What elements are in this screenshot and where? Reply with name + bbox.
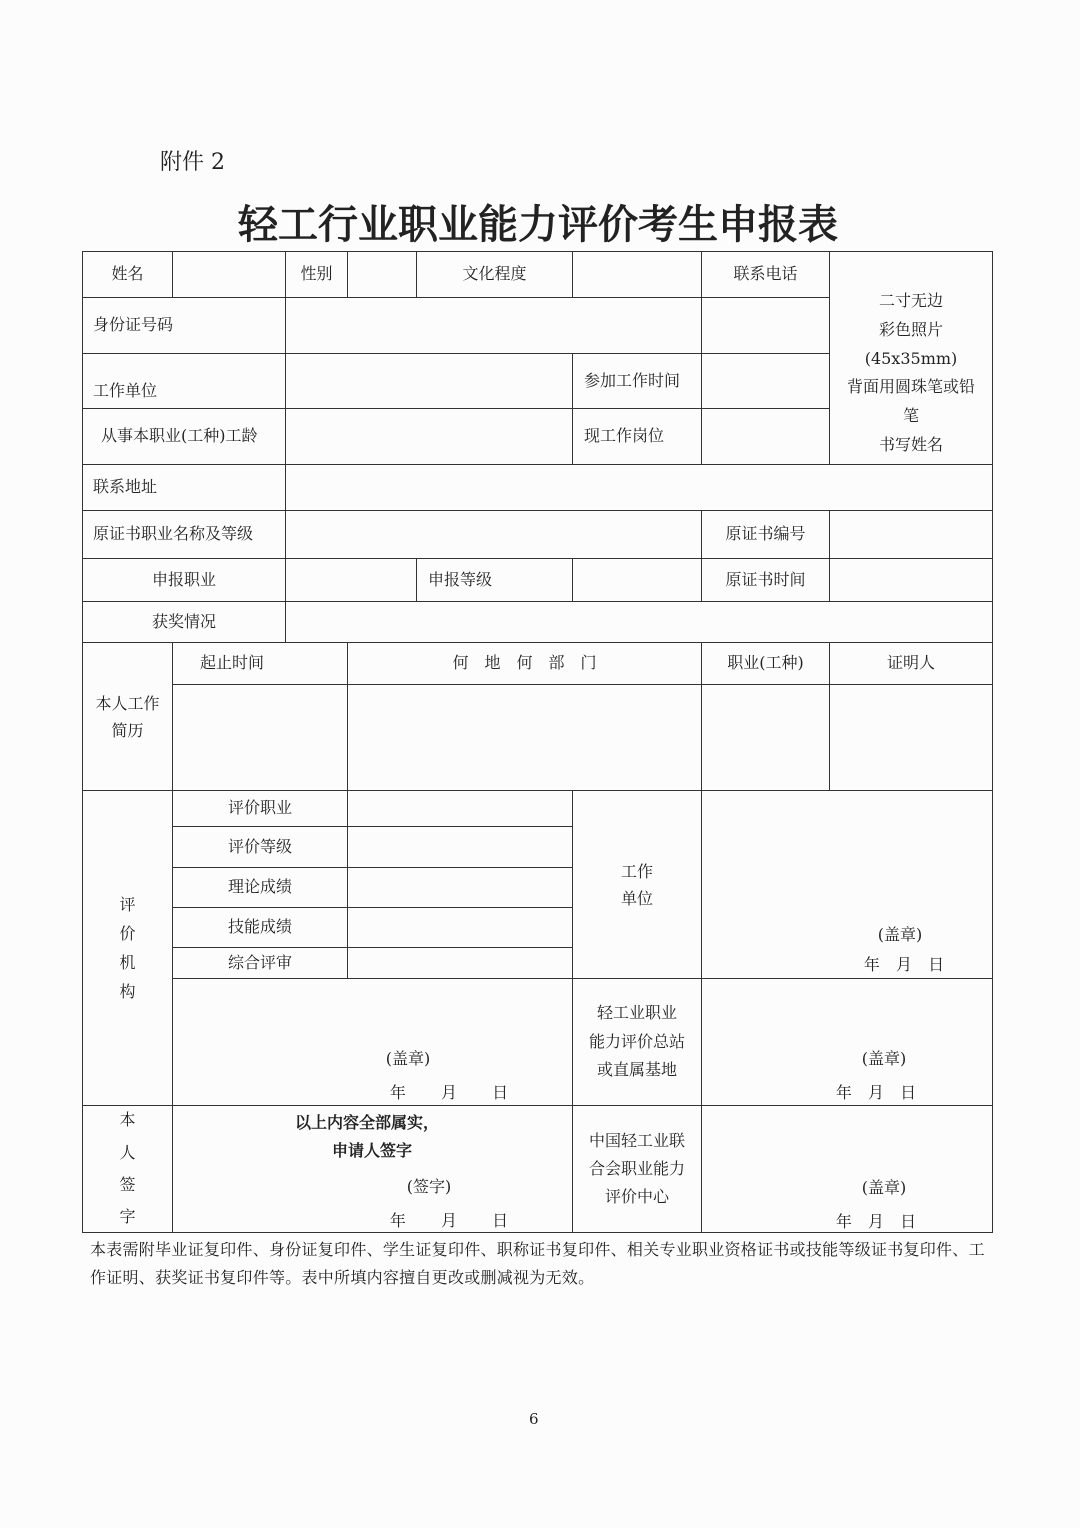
evaluation-station-seal-cell — [702, 979, 993, 1106]
declaration-cell — [173, 1106, 573, 1233]
photo-line: (45x35mm) — [864, 348, 958, 368]
evaluation-work-unit-text: 工作单位 — [621, 861, 654, 908]
application-form-table — [82, 251, 993, 1233]
original-certificate-time-label: 原证书时间 — [702, 559, 830, 602]
apply-level-value-cell — [573, 559, 702, 602]
evaluation-station-label — [573, 979, 702, 1106]
date-text: 年 月 日 — [389, 1082, 509, 1102]
skill-score-label: 技能成绩 — [173, 908, 348, 948]
skill-score-value-cell — [348, 908, 573, 948]
evaluation-organization-label — [83, 791, 173, 1106]
declaration-line: 以上内容全部属实， — [294, 1112, 440, 1132]
evaluation-organization-seal-cell — [173, 979, 573, 1106]
page-title: 轻工行业职业能力评价考生申报表 — [238, 201, 838, 248]
period-cell — [173, 685, 348, 791]
original-certificate-value-cell — [286, 511, 702, 559]
name-value-cell — [173, 252, 286, 298]
id-number-value-cell — [286, 298, 702, 354]
station-line: 轻工业职业 — [596, 1003, 677, 1023]
evaluation-level-value-cell — [348, 827, 573, 868]
period-header: 起止时间 — [173, 643, 348, 685]
self-signature-label — [83, 1106, 173, 1233]
education-label: 文化程度 — [417, 252, 573, 298]
evaluation-occupation-label: 评价职业 — [173, 791, 348, 827]
attachment-label: 附件 2 — [160, 150, 225, 175]
seal-text: (盖章) — [861, 1177, 907, 1197]
footnote: 本表需附毕业证复印件、身份证复印件、学生证复印件、职称证书复印件、相关专业职业资格证书或技能等级证书复印件、工作证明、获奖证书复印件等。表中所填内容擅自更改或删减视为无效。 — [90, 1240, 985, 1287]
evaluation-work-unit-label — [573, 791, 702, 979]
apply-occupation-value-cell — [286, 559, 417, 602]
start-work-time-value-cell — [702, 354, 830, 409]
seal-text: (盖章) — [385, 1048, 431, 1068]
evaluation-occupation-value-cell — [348, 791, 573, 827]
address-label: 联系地址 — [83, 465, 286, 511]
occupation-cell — [702, 685, 830, 791]
station-line: 或直属基地 — [596, 1060, 677, 1080]
work-resume-label-text: 本人工作简历 — [95, 693, 160, 740]
original-certificate-time-value-cell — [830, 559, 993, 602]
awards-value-cell — [286, 602, 993, 643]
occupation-header: 职业(工种) — [702, 643, 830, 685]
seniority-label: 从事本职业(工种)工龄 — [83, 409, 286, 465]
start-work-time-label: 参加工作时间 — [573, 354, 702, 409]
phone-label: 联系电话 — [702, 252, 830, 298]
photo-line: 二寸无边 — [878, 291, 943, 310]
date-text: 年 月 日 — [835, 1211, 917, 1231]
address-value-cell — [286, 465, 993, 511]
theory-score-label: 理论成绩 — [173, 868, 348, 908]
apply-level-label: 申报等级 — [417, 559, 573, 602]
id-number-label: 身份证号码 — [83, 298, 286, 354]
work-unit-seal-cell — [702, 791, 993, 979]
phone-value-cell — [702, 298, 830, 354]
theory-score-value-cell — [348, 868, 573, 908]
station-line: 能力评价总站 — [588, 1031, 685, 1051]
seal-text: (盖章) — [861, 1048, 907, 1068]
comprehensive-review-label: 综合评审 — [173, 948, 348, 979]
self-signature-label-text: 本人签字 — [119, 1110, 136, 1227]
apply-occupation-label: 申报职业 — [83, 559, 286, 602]
awards-label: 获奖情况 — [83, 602, 286, 643]
date-text: 年 月 日 — [835, 1082, 917, 1102]
workplace-label: 工作单位 — [83, 354, 286, 409]
witness-header: 证明人 — [830, 643, 993, 685]
photo-box — [830, 252, 993, 465]
evaluation-organization-label-text: 评价机构 — [119, 895, 136, 1001]
photo-line: 书写姓名 — [878, 434, 943, 454]
workplace-value-cell — [286, 354, 573, 409]
current-post-value-cell — [702, 409, 830, 465]
seniority-value-cell — [286, 409, 573, 465]
gender-label: 性别 — [286, 252, 348, 298]
center-line: 评价中心 — [604, 1187, 669, 1206]
original-certificate-label: 原证书职业名称及等级 — [83, 511, 286, 559]
evaluation-center-seal-cell — [702, 1106, 993, 1233]
original-certificate-number-label: 原证书编号 — [702, 511, 830, 559]
evaluation-level-label: 评价等级 — [173, 827, 348, 868]
photo-line: 彩色照片 — [878, 319, 943, 339]
center-line: 合会职业能力 — [588, 1159, 685, 1178]
comprehensive-review-value-cell — [348, 948, 573, 979]
date-text: 年 月 日 — [863, 954, 945, 974]
name-label: 姓名 — [83, 252, 173, 298]
evaluation-center-label — [573, 1106, 702, 1233]
date-text: 年 月 日 — [389, 1210, 509, 1230]
place-department-cell — [348, 685, 702, 791]
work-resume-label — [83, 643, 173, 791]
current-post-label: 现工作岗位 — [573, 409, 702, 465]
education-value-cell — [573, 252, 702, 298]
center-line: 中国轻工业联 — [588, 1131, 685, 1150]
place-department-header: 何地何部门 — [348, 643, 702, 685]
page-number: 6 — [529, 1410, 539, 1428]
declaration-line: 申请人签字 — [331, 1140, 413, 1160]
photo-line: 背面用圆珠笔或铅笔 — [846, 377, 975, 426]
witness-cell — [830, 685, 993, 791]
original-certificate-number-value-cell — [830, 511, 993, 559]
gender-value-cell — [348, 252, 417, 298]
sign-text: (签字) — [406, 1176, 452, 1196]
seal-text: (盖章) — [877, 924, 923, 944]
